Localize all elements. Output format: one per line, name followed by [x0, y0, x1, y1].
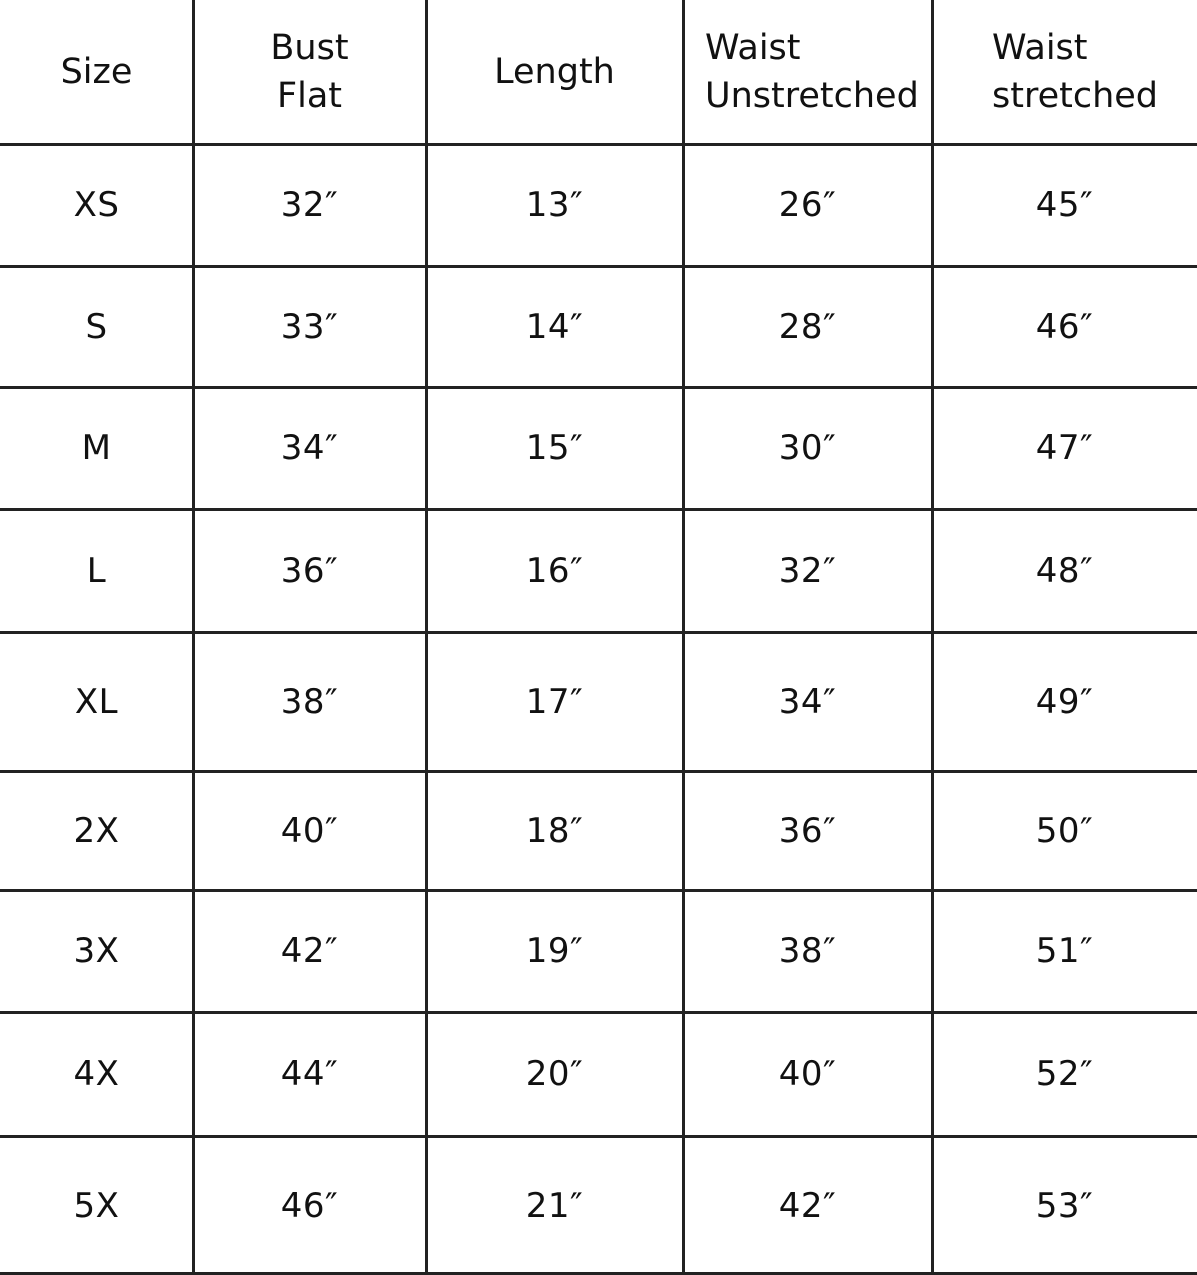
- waist-unstretched-cell: 30″: [778, 428, 837, 468]
- waist-unstretched-cell: 36″: [778, 810, 837, 851]
- bust-flat-cell: 40″: [280, 810, 339, 851]
- column-header-line: Size: [60, 52, 133, 92]
- size-label-cell: XS: [73, 185, 120, 225]
- length-cell: 20″: [525, 1054, 584, 1094]
- size-label-cell: S: [85, 306, 108, 347]
- length-cell: 13″: [525, 185, 584, 225]
- bust-flat-cell: 33″: [280, 306, 339, 347]
- bust-flat-cell: 34″: [280, 428, 339, 468]
- column-divider: [682, 0, 685, 1275]
- waist-unstretched-cell: 26″: [778, 185, 837, 225]
- waist-unstretched-cell: 34″: [778, 681, 837, 722]
- row-divider: [0, 386, 1197, 389]
- column-header-bust-flat: [193, 0, 426, 140]
- length-cell: 19″: [525, 931, 584, 971]
- length-cell: 21″: [525, 1185, 584, 1226]
- column-header-line: Waist: [992, 28, 1088, 68]
- row-divider: [0, 631, 1197, 634]
- column-header-line: Bust: [270, 28, 349, 68]
- length-cell: 15″: [525, 428, 584, 468]
- waist-stretched-cell: 53″: [1035, 1185, 1094, 1226]
- length-cell: 17″: [525, 681, 584, 722]
- column-header-line: Flat: [276, 76, 343, 116]
- size-label-cell: M: [81, 428, 112, 468]
- waist-stretched-cell: 47″: [1035, 428, 1094, 468]
- column-header-line: Unstretched: [705, 76, 919, 116]
- row-divider: [0, 508, 1197, 511]
- row-divider: [0, 265, 1197, 268]
- row-divider: [0, 889, 1197, 892]
- waist-unstretched-cell: 28″: [778, 306, 837, 347]
- bust-flat-cell: 38″: [280, 681, 339, 722]
- size-label-cell: XL: [74, 681, 119, 722]
- length-cell: 16″: [525, 550, 584, 591]
- waist-unstretched-cell: 38″: [778, 931, 837, 971]
- column-header-line: Length: [494, 52, 615, 92]
- waist-stretched-cell: 50″: [1035, 810, 1094, 851]
- waist-unstretched-cell: 32″: [778, 550, 837, 591]
- column-header-line: Waist: [705, 28, 801, 68]
- waist-stretched-cell: 45″: [1035, 185, 1094, 225]
- waist-stretched-cell: 51″: [1035, 931, 1094, 971]
- size-label-cell: 3X: [73, 931, 120, 971]
- waist-stretched-cell: 48″: [1035, 550, 1094, 591]
- size-label-cell: 5X: [73, 1185, 120, 1226]
- row-divider: [0, 770, 1197, 773]
- column-divider: [931, 0, 934, 1275]
- waist-stretched-cell: 52″: [1035, 1054, 1094, 1094]
- column-divider: [192, 0, 195, 1275]
- row-divider: [0, 143, 1197, 146]
- size-label-cell: 2X: [73, 810, 120, 851]
- column-header-waist-stretched: [932, 0, 1197, 140]
- row-divider: [0, 1135, 1197, 1138]
- size-label-cell: L: [86, 550, 107, 591]
- bust-flat-cell: 36″: [280, 550, 339, 591]
- column-header-size: [0, 0, 193, 140]
- waist-stretched-cell: 46″: [1035, 306, 1094, 347]
- bust-flat-cell: 44″: [280, 1054, 339, 1094]
- row-divider: [0, 1011, 1197, 1014]
- bust-flat-cell: 32″: [280, 185, 339, 225]
- column-divider: [425, 0, 428, 1275]
- waist-unstretched-cell: 42″: [778, 1185, 837, 1226]
- column-header-length: [426, 0, 683, 140]
- bust-flat-cell: 42″: [280, 931, 339, 971]
- length-cell: 14″: [525, 306, 584, 347]
- size-label-cell: 4X: [73, 1054, 120, 1094]
- bust-flat-cell: 46″: [280, 1185, 339, 1226]
- waist-stretched-cell: 49″: [1035, 681, 1094, 722]
- length-cell: 18″: [525, 810, 584, 851]
- column-header-line: stretched: [992, 76, 1159, 116]
- column-header-waist-unstretched: [683, 0, 932, 140]
- waist-unstretched-cell: 40″: [778, 1054, 837, 1094]
